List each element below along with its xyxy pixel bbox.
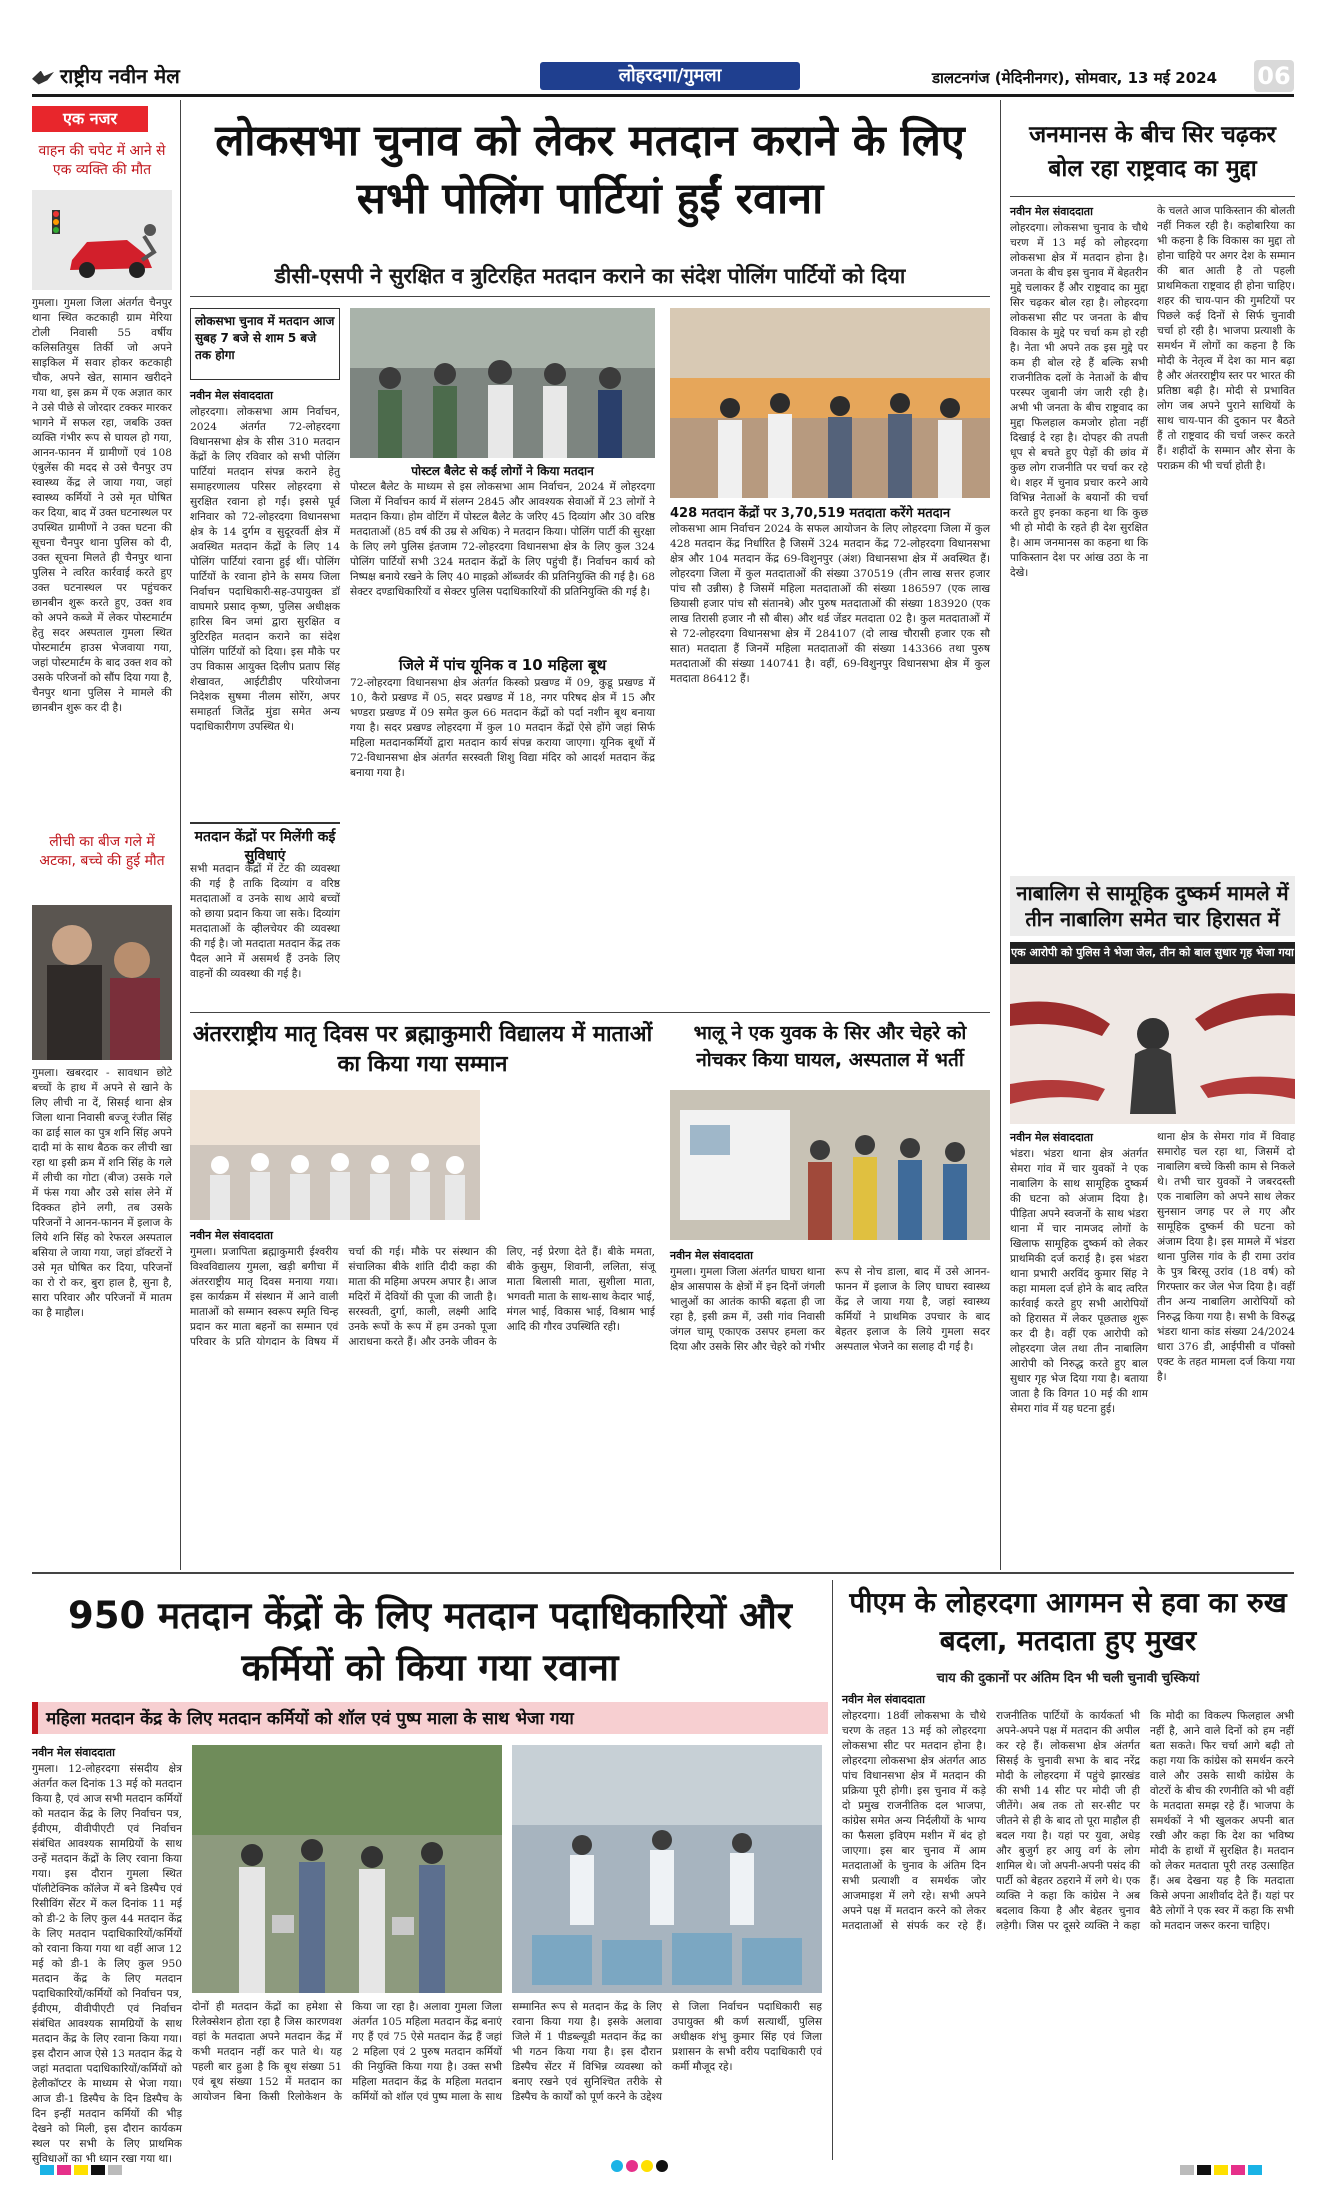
postal-ballot-caption: पोस्टल बैलेट से कई लोगों ने किया मतदान [411,464,594,478]
brief-2-title: लीची का बीज गले में अटका, बच्चे की हुई मौत [39,834,165,869]
nationalism-body-2: के चलते आज पाकिस्तान की बोलती नहीं निकल रही है। कहोबारिया का भी कहना है कि विकास का मुद्दा तो होना चाहिये पर अगर देश के सम्मान की बात आती है तो पहली प्राथमिकता राष्ट्रवाद ही होना चाहिए। शहर की चाय-पान की गुमटियों पर पिछले कई दिनों से सिर्फ चुनावी चर्चा हो रही है। भाजपा प्रत्याशी के समर्थन में लोगों का कहना है कि मोदी के नेतृत्व में देश का मान बढ़ा है और अंतरराष्ट्रीय स्तर पर भारत की प्रतिष्ठा बढ़ी है। मोदी से प्रभावित लोग जब अपने पुराने साथियों के साथ चाय-पान की दुकान पर बैठते हैं तो राष्ट्रवाद की चर्चा जरूर करते हैं। शहीदों के सम्मान और सेना के पराक्रम की भी चर्चा होती है। [1157,205,1295,472]
subhead-rule [190,296,990,297]
facility-title: मतदान केंद्रों पर मिलेंगी कई सुविधाएं [190,822,340,865]
lead-body: लोहरदगा। लोकसभा आम निर्वाचन, 2024 अंतर्गत 72-लोहरदगा विधानसभा क्षेत्र के सीस 310 मतदान केंद्रों के लिए रविवार को सभी पोलिंग पार्टियां मतदान संपन्न कराने हेतु समाहरणालय परिसर लोहरदगा से सुरक्षित रवाना हो गईं। इससे पूर्व शनिवार को 72-लोहरदगा विधानसभा क्षेत्र के 14 दुर्गम व सुदूरवर्ती क्षेत्र में अवस्थित मतदान केंद्रों के लिए 14 पोलिंग पार्टियां रवाना हुई थीं। पोलिंग पार्टियों के रवाना होने के समय जिला निर्वाचन पदाधिकारी-सह-उपायुक्त डॉ वाघमारे प्रसाद कृष्ण, पुलिस अधीक्षक हारिस बिन जमां द्वारा सुरक्षित व त्रुटिरहित मतदान कराने का संदेश पोलिंग पार्टियों को दिया। इस मौके पर उप विकास आयुक्त दिलीप प्रताप सिंह शेखावत, आईटीडीए परियोजना निदेशक सुषमा नीलम सोरेंग, अपर समाहर्ता जितेंद्र मुंडा समेत अन्य पदाधिकारीगण उपस्थित थे। [190,406,340,733]
bear-attack-byline: नवीन मेल संवाददाता [670,1249,753,1262]
polling-staff-walking-icon [192,1745,502,1993]
assault-byline: नवीन मेल संवाददाता [1010,1131,1093,1144]
hands-reaching-icon [1010,964,1295,1124]
masthead [32,60,1294,97]
section-rule [190,1012,990,1013]
registration-mark-icon [610,2158,670,2177]
gumla-dispatch-subhead: महिला मतदान केंद्र के लिए मतदान कर्मियों को शॉल एवं पुष्प माला के साथ भेजा गया [46,1709,574,1729]
gumla-dispatch-body-2: दोनों ही मतदान केंद्रों का हमेशा से रिलेक्सेशन होता रहा है जिस कारणवश वहां के मतदाता अपने मतदान केंद्र में कभी मतदान नहीं कर पाते थे। यह पहली बार हुआ है कि बूथ संख्या 51 एवं बूथ संख्या 152 में मतदान का आयोजन बिना किसी रिलोकेशन के किया जा रहा है। अलावा गुमला जिला अंतर्गत 105 महिला मतदान केंद्र बनाएं गए हैं एवं 75 ऐसे मतदान केंद्र हैं जहां 2 महिला एवं 2 पुरुष मतदान कर्मियों की नियुक्ति किया गया है। उक्त सभी महिला मतदान केंद्र के महिला मतदान कर्मियों को शॉल एवं पुष्प माला के साथ सम्मानित रूप से मतदान केंद्र के लिए रवाना किया गया है। इसके अलावा जिले में 1 पीडब्ल्यूडी मतदान केंद्र का भी गठन किया गया है। इस दौरान डिस्पैच सेंटर में विभिन्न व्यवस्था को बनाए रखने एवं सुनिश्चित तरीके से डिस्पैच के कार्यों को पूर्ण करने के उद्देश्य से जिला निर्वाचन पदाधिकारी सह उपायुक्त श्री कर्ण सत्यार्थी, पुलिस अधीक्षक शंभु कुमार सिंह एवं जिला प्रशासन के सभी वरीय पदाधिकारी एवं कर्मी मौजूद रहे। [192,2001,822,2103]
mothers-day-event-icon [190,1090,480,1220]
pm-visit-byline: नवीन मेल संवाददाता [842,1693,925,1706]
color-swatches-left [40,2160,125,2179]
paper-name: राष्ट्रीय नवीन मेल [32,62,180,89]
assault-body: भंडरा। भंडरा थाना क्षेत्र अंतर्गत सेमरा गांव में चार युवकों ने एक नाबालिग के साथ सामूहिक दुष्कर्म की घटना को अंजाम दिया है। पीड़िता अपने स्वजनों के साथ भंडरा थाना में चार नामजद लोगों के खिलाफ सामूहिक दुष्कर्म को लेकर प्राथमिकी दर्ज कराई है। इस भंडरा थाना प्रभारी अरविंद कुमार सिंह ने कहा मामला दर्ज होने के बाद त्वरित कार्रवाई करते हुए सभी आरोपियों को हिरासत में लेकर पूछताछ शुरू कर दी है। वहीं एक आरोपी को लोहरदगा जेल तथा तीन नाबालिग आरोपी को निरुद्ध करते हुए बाल सुधार गृह भेज दिया गया है। बताया जाता है कि विगत 10 मई की शाम सेमरा गांव में यह घटना हुई। [1010,1148,1148,1415]
voter-count-caption: 428 मतदान केंद्रों पर 3,70,519 मतदाता करेंगे मतदान [670,506,951,521]
car-accident-icon [32,190,172,290]
nationalism-body: लोहरदगा। लोकसभा चुनाव के चौथे चरण में 13 मई को लोहरदगा लोकसभा क्षेत्र में मतदान होना है। जनता के बीच इस चुनाव में बेहतरीन मुद्दे चलाकर हैं और राष्ट्रवाद का मुद्दा सिर चढ़कर बोल रहा है। लोहरदगा लोकसभा सीट पर जनता के बीच विकास के मुद्दे पर चर्चा कम हो रही है। नेता भी अपने तक इस मुद्दे पर कम ही बोल रहे हैं बल्कि सभी राजनीतिक दलों के नेताओं के बीच परस्पर जुबानी जंग जारी रही है। अभी भी जनता के बीच राष्ट्रवाद का मुद्दा फिलहाल कमजोर होता नहीं दिखाई दे रहा है। दोपहर की तपती धूप से बचते हुए पेड़ों की छांव में कुछ लोग राजनीति पर चर्चा कर रहे थे। शहर में चुनाव प्रचार करने आये विभिन्न नेताओं के बयानों की चर्चा करते हुए इनका कहना था कि कुछ भी हो मोदी के रहते ही देश सुरक्षित है। आम जनमानस का कहना था कि पाकिस्तान देश पर आंख उठा के ना देखे। [1010,222,1148,579]
nationalism-rule [1010,196,1295,197]
pm-visit-subhead: चाय की दुकानों पर अंतिम दिन भी चली चुनावी चुस्कियां [936,1671,1200,1686]
brahmakumari-headline: अंतरराष्ट्रीय मातृ दिवस पर ब्रह्माकुमारी विद्यालय में माताओं का किया गया सम्मान [192,1022,653,1077]
print-registration-strip [0,2160,1325,2174]
brief-2-body: गुमला। खबरदार - सावधान छोटे बच्चों के हाथ में अपने से खाने के लिए लीची ना दें, सिसई थाना क्षेत्र जिला थाना निवासी बज्जू रंजीत सिंह का ढाई साल का पुत्र शनि सिंह अपने दादी मां के साथ बैठक कर लीची खा रहा था इसी क्रम में शनि सिंह के गले में लीची का गोटा (बीज) उसके गले में फंस गया और उसे सांस लेने में दिक्कत होने लगी, तब उसके परिजनों ने आनन-फानन में इलाज के लिये शनि सिंह को रेफरल अस्पताल बसिया ले जाया गया, जहां डॉक्टरों ने उसे मृत घोषित कर दिया, परिजनों का रो रो कर, बुरा हाल है, सुना है, सारा परिवार और परिजनों में मातम का है माहौल। [32,1067,172,1319]
column-rule [180,100,181,1570]
bear-attack-headline: भालू ने एक युवक के सिर और चेहरे को नोचकर किया घायल, अस्पताल में भर्ती [693,1022,967,1071]
brief-1-title: वाहन की चपेट में आने से एक व्यक्ति की मौत [38,143,166,178]
voter-count-body: लोकसभा आम निर्वाचन 2024 के सफल आयोजन के लिए लोहरदगा जिला में कुल 428 मतदान केंद्र निर्धारित है जिसमें 324 मतदान केंद्र 72-लोहरदगा विधानसभा क्षेत्र और 104 मतदान केंद्र 69-विशुनपुर (अंश) विधानसभा क्षेत्र में अवस्थित हैं। लोहरदगा जिला में कुल मतदाताओं की संख्या 370519 (तीन लाख सत्तर हजार पांच सौ उन्नीस) है जिसमें महिला मतदाताओं की संख्या 186597 (एक लाख छियासी हजार पांच सौ संतानबे) और पुरुष मतदाताओं की संख्या 183920 (एक लाख तिरासी हजार नौ सौ बीस) और थर्ड जेंडर मतदाता 02 है। कुल मतदाताओं में से 72-लोहरदगा विधानसभा क्षेत्र में 284107 (दो लाख चौरासी हजार एक सौ सात) मतदाता हैं जिनमें महिला मतदाताओं की संख्या 143366 तथा पुरुष मतदाताओं की संख्या 140741 है। वहीं, 69-विशुनपुर विधानसभा क्षेत्र में कुल मतदाता 86412 हैं। [670,523,990,685]
hospital-photo [670,1090,990,1240]
pm-visit-headline: पीएम के लोहरदगा आगमन से हवा का रुख बदला, मतदाता हुए मुखर [849,1586,1287,1657]
accident-illustration [32,190,172,290]
dateline: डालटनगंज (मेदिनीनगर), सोमवार, 13 मई 2024 [932,69,1218,87]
assault-illustration [1010,964,1295,1124]
assault-body-2: थाना क्षेत्र के सेमरा गांव में विवाह समारोह चल रहा था, जिसमें दो नाबालिग बच्चे किसी काम से निकले थे। तभी चार युवकों ने जबरदस्ती एक नाबालिग को अपने साथ लेकर सुनसान जगह पर ले गए और सामूहिक दुष्कर्म की घटना को अंजाम दिया है। इस मामले में भंडरा थाना पुलिस गांव के ही रामा उरांव के पुत्र बिरसू उरांव (18 वर्ष) को गिरफ्तार कर जेल भेज दिया है। वहीं तीन अन्य नाबालिग आरोपियों को निरुद्ध किया गया है। सभी के विरुद्ध भंडरा थाना कांड संख्या 24/2024 धारा 376 डी, आईपीसी व पॉक्सो एक्ट के तहत मामला दर्ज किया गया है। [1157,1131,1295,1383]
poll-time-box: लोकसभा चुनाव में मतदान आज सुबह 7 बजे से शाम 5 बजे तक होगा [190,308,340,380]
ek-nazar-label: एक नजर [32,106,148,132]
facility-body: सभी मतदान केंद्रों में टेंट की व्यवस्था की गई है ताकि दिव्यांग व वरिष्ठ मतदाताओं व उनके साथ आये बच्चों को छाया प्रदान किया जा सके। दिव्यांग मतदाताओं के व्हीलचेयर की व्यवस्था की गई है। जो मतदाता मतदान केंद्र तक पैदल आने में असमर्थ हैं उनके लिए वाहनों की व्यवस्था की गई है। [190,863,340,980]
assault-photo-caption: एक आरोपी को पुलिस ने भेजा जेल, तीन को बाल सुधार गृह भेजा गया [1010,942,1295,964]
polling-party-photo [670,308,990,498]
assault-headline: नाबालिग से सामूहिक दुष्कर्म मामले में तीन नाबालिग समेत चार हिरासत में [1016,881,1289,931]
section-tag: लोहरदगा/गुमला [540,62,800,90]
assault-headline-box [1010,876,1295,936]
bird-logo-icon [32,71,54,85]
nationalism-byline: नवीन मेल संवाददाता [1010,205,1093,218]
officials-photo [350,308,655,458]
unique-booth-title: जिले में पांच यूनिक व 10 महिला बूथ [398,656,607,674]
brief-1-body: गुमला। गुमला जिला अंतर्गत चैनपुर थाना स्थित कटकाही ग्राम मेरिया टोली निवासी 55 वर्षीय कलिसतियुस तिर्की जो अपने साइकिल में सवार होकर कटकाही चौक, अपने खेत, सामान खरीदने गया था, इस क्रम में एक अज्ञात कार ने उसे पीछे से जोरदार टक्कर मारकर भागने में सफल रहा, जबकि उक्त व्यक्ति गंभीर रूप से घायल हो गया, आनन-फानन में ग्रामीणों एवं 108 एंबुलेंस की मदद से उसे चैनपुर उप स्वास्थ्य केंद्र ले जाया गया, जहां स्वास्थ्य कर्मियों ने उसे मृत घोषित कर दिया, बाद में उक्त घटनास्थल पर उपस्थित ग्रामीणों ने उक्त घटना की सूचना चैनपुर थाना पुलिस को दी, उक्त सूचना मिलते ही चैनपुर थाना पुलिस ने त्वरित कार्रवाई करते हुए उक्त घटनास्थल पर पहुंचकर छानबीन शुरू करते हुए, उक्त शव को अपने कब्जे में लेकर पोस्टमार्टम हेतु सदर अस्पताल गुमला स्थित पोस्टमार्टम हाउस भेजवाया गया, जहां पोस्टमार्टम के बाद उक्त शव को उसके परिजनों को सौंप दिया गया है, चैनपुर थाना पुलिस ने मामले की छानबीन शुरू कर दी है। [32,297,173,714]
dispatch-photo-2 [512,1745,822,1993]
hospital-scene-icon [670,1090,990,1240]
lower-section-rule [32,1572,1294,1574]
lead-headline: लोकसभा चुनाव को लेकर मतदान कराने के लिए सभी पोलिंग पार्टियां हुईं रवाना [215,116,965,224]
postal-ballot-body: पोस्टल बैलेट के माध्यम से इस लोकसभा आम निर्वाचन, 2024 में लोहरदगा जिला में निर्वाचन कार्य में संलग्न 2845 और आवश्यक सेवाओं में 23 लोगों ने मतदान किया। होम वोटिंग में पोस्टल बैलेट के जरिए 45 दिव्यांग और 30 वरिष्ठ मतदाताओं (85 वर्ष की उम्र से अधिक) ने मतदान किया। पोलिंग पार्टी की सुरक्षा के लिए लगे पुलिस इंतजाम 72-लोहरदगा विधानसभा क्षेत्र के लिए कुल 324 पोलिंग पार्टियों सभी 324 मतदान केंद्रों के लिए पहुंची हैं। निर्वाचन कार्य को निष्पक्ष बनाये रखने के लिए 40 माइक्रो ऑब्जर्वर की प्रतिनियुक्ति की गई है। 68 सेक्टर दण्डाधिकारियों व सेक्टर पुलिस पदाधिकारियों की प्रतिनियुक्ति की गई है। [350,481,655,598]
mourning-women-icon [32,905,172,1060]
pm-visit-body: लोहरदगा। 18वीं लोकसभा के चौथे चरण के तहत 13 मई को लोहरदगा लोकसभा सीट पर मतदान होना है। लोहरदगा लोकसभा क्षेत्र अंतर्गत आठ पांच विधानसभा क्षेत्र में मतदान की प्रक्रिया पूरी होगी। इस चुनाव में कड़े दो प्रमुख राजनीतिक दल भाजपा, कांग्रेस समेत अन्य निर्दलीयों के भाग्य का फैसला इविएम मशीन में बंद हो जाएगा। इस बार चुनाव में आम मतदाताओं के चुनाव के अंतिम दिन सभी प्रत्याशी व समर्थक जोर आजमाइश में लगे रहे। सभी अपने अपने पक्ष में मतदान करने को लेकर मतदाताओं से संपर्क कर रहे हैं। राजनीतिक पार्टियों के कार्यकर्ता भी अपने-अपने पक्ष में मतदान की अपील कर रहे हैं। लोकसभा क्षेत्र अंतर्गत सिसई के चुनावी सभा के बाद नरेंद्र मोदी के लोहरदगा में पहुंचे झारखंड की सभी 14 सीट पर मोदी जी ही जीतेंगे। अब तक तो सर-सीट पर जीतने से ही के बाद तो पूरा माहौल ही बदल गया है। यहां पर युवा, अधेड़ और बुजुर्ग हर आयु वर्ग के लोग शामिल थे। जो अपनी-अपनी पसंद की पार्टी को बेहतर ठहराने में लगे थे। एक व्यक्ति ने कहा कि कांग्रेस ने अब बदलाव किया है और बेहतर चुनाव लड़ेगी। जिस पर दूसरे व्यक्ति ने कहा कि मोदी का विकल्प फिलहाल अभी नहीं है, आने वाले दिनों को हम नहीं बता सकते। फिर चर्चा आगे बढ़ी तो कहा गया कि कांग्रेस को समर्थन करने वाले और उसके साथी कांग्रेस के वोटरों के बीच की रणनीति को भी वहीं के मतदाता समझ रहे हैं। भाजपा के समर्थकों ने भी खुलकर अपनी बात रखी और कहा कि देश का भविष्य मोदी के हाथों में सुरक्षित है। मतदान को लेकर मतदाता पूरी तरह उत्साहित हैं। अब देखना यह है कि मतदाता किसे अपना आशीर्वाद देते हैं। यहां पर बैठे लोगों ने एक स्वर में कहा कि सभी को मतदान जरूर करना चाहिए। [842,1710,1294,1932]
gumla-dispatch-headline: 950 मतदान केंद्रों के लिए मतदान पदाधिकारियों और कर्मियों को किया गया रवाना [68,1594,792,1689]
child-photo [32,905,172,1060]
mothers-day-photo [190,1090,480,1220]
brahmakumari-body: गुमला। प्रजापिता ब्रह्माकुमारी ईश्वरीय विश्वविद्यालय गुमला, खड़ी बगीचा में अंतरराष्ट्रीय मातृ दिवस मनाया गया। इस कार्यक्रम में संस्थान में आने वाली माताओं को सम्मान स्वरूप स्मृति चिन्ह प्रदान कर माता बहनों का सम्मान एवं परिवार के प्रति योगदान के विषय में चर्चा की गई। मौके पर संस्थान की संचालिका बीके शांति दीदी कहा की माता की महिमा अपरम अपार है। आज मदिरों में देवियों की पूजा की जाती है। सरस्वती, दुर्गा, काली, लक्ष्मी आदि उनके रूपों के रूप में हम उनको पूजा आराधना करते हैं। और उनके जीवन के लिए, नई प्रेरणा देते हैं। बीके ममता, बीके कुसुम, शिवानी, ललिता, संजू माता बिलासी माता, सुशीला माता, भगवती माता के साथ-साथ केदार भाई, मंगल भाई, विकास भाई, विश्राम भाई आदि की गौरव उपस्थिति रही। [190,1246,655,1348]
page-number: 06 [1254,60,1294,92]
gumla-dispatch-body: गुमला। 12-लोहरदगा संसदीय क्षेत्र अंतर्गत कल दिनांक 13 मई को मतदान किया है, एवं आज सभी मतदान कर्मियों को मतदान केंद्र के लिए निर्वाचन पत्र, ईवीएम, वीवीपीएटी एवं निर्वाचन संबंधित आवश्यक सामग्रियों के साथ उन्हें मतदान केंद्रों के लिए रवाना किया गया। इस दौरान गुमला स्थित पॉलीटेक्निक कॉलेज में बने डिस्पैच एवं रिसीविंग सेंटर में कल दिनांक 11 मई को डी-2 के लिए कुल 44 मतदान केंद्र के लिए मतदान पदाधिकारियों/कर्मियों को रवाना किया गया था वहीं आज 12 मई को डी-1 के लिए कुल 950 मतदान केंद्र के लिए मतदान पदाधिकारियों/कर्मियों को निर्वाचन पत्र, ईवीएम, वीवीपीएटी एवं निर्वाचन संबंधित आवश्यक सामग्रियों के साथ मतदान केंद्र के लिए रवाना किया गया। इस दौरान आज ऐसे 13 मतदान केंद्र ये जहां मतदाता पदाधिकारियों/कर्मियों को हेलीकॉप्टर के माध्यम से भेजा गया। आज डी-1 डिस्पैच के दिन डिस्पैच के दिन इन्हीं मतदान कर्मियों की भीड़ देखने को मिली, इस दौरान कार्यकम स्थल पर सभी के लिए प्राथमिक सुविधाओं का भी ध्यान रखा गया था। [32,1763,182,2165]
lead-subhead: डीसी-एसपी ने सुरक्षित व त्रुटिरहित मतदान कराने का संदेश पोलिंग पार्टियों को दिया [274,264,906,288]
lead-byline: नवीन मेल संवाददाता [190,389,273,402]
nationalism-headline: जनमानस के बीच सिर चढ़कर बोल रहा राष्ट्रवाद का मुद्दा [1029,122,1276,182]
polling-party-icon [670,308,990,498]
bear-attack-body: गुमला। गुमला जिला अंतर्गत घाघरा थाना क्षेत्र आसपास के क्षेत्रों में इन दिनों जंगली भालुओं का आतंक काफी बढ़ता ही जा रहा है, इसी क्रम में, उसी गांव निवासी जंगल चामू एकाएक उसपर हमला कर दिया और उसके सिर और चेहरे को गंभीर रूप से नोच डाला, बाद में उसे आनन-फानन में इलाज के लिए घाघरा स्वास्थ्य केंद्र ले जाया गया है, जहां स्वास्थ्य कर्मियों ने प्राथमिक उपचार के बाद बेहतर इलाज के लिये गुमला सदर अस्पताल भेजने का सलाह दी गई है। [670,1266,990,1353]
column-rule-right [1000,100,1001,1570]
unique-booth-body: 72-लोहरदगा विधानसभा क्षेत्र अंतर्गत किस्को प्रखण्ड में 09, कुडू प्रखण्ड में 10, कैरो प्रखण्ड में 05, सदर प्रखण्ड में 18, नगर परिषद क्षेत्र में 15 और भण्डरा प्रखण्ड में 09 समेत कुल 66 मतदान केंद्रों को पर्दा नशीन बूथ बनाया गया है। सदर प्रखण्ड लोहरदगा में कुल 10 मतदान केंद्रों ऐसे होंगे जहां सिर्फ महिला मतदानकर्मियों द्वारा मतदान कार्य संपन्न कराया जाएगा। यूनिक बूथों में 72-विधानसभा क्षेत्र अंतर्गत सरस्वती शिशु विद्या मंदिर को आदर्श मतदान केंद्र बनाया गया है। [350,677,655,779]
column-rule-bottom [832,1580,833,2160]
evm-boxes-icon [512,1745,822,1993]
gumla-dispatch-byline: नवीन मेल संवाददाता [32,1746,115,1759]
brahmakumari-byline: नवीन मेल संवाददाता [190,1229,273,1242]
gumla-dispatch-subhead-bar [32,1702,828,1734]
color-swatches-right [1180,2160,1265,2179]
officials-group-icon [350,308,655,458]
dispatch-photo-1 [192,1745,502,1993]
